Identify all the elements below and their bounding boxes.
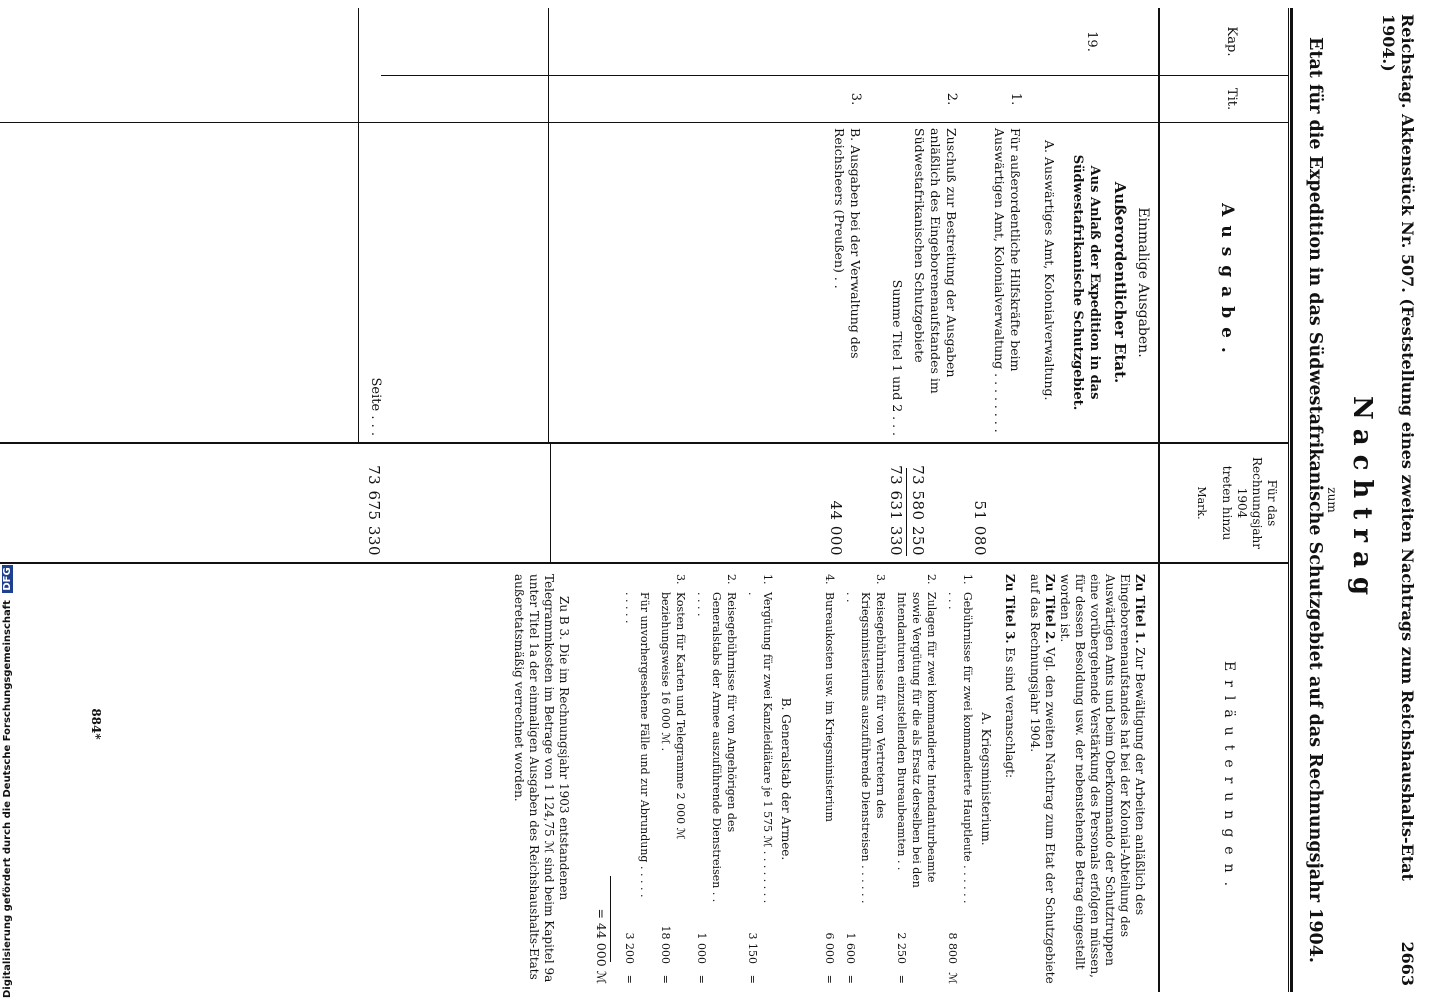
note-titel-1-text: Zur Bewältigung der Arbeiten anläßlich des Eingeborenenaufstandes hat bei der Kolonial-Abteilung des Auswärtigen Amts und beim Oberkommando der Schutztruppen eine vorübergehende Verstärkung des Personals erfolgen müssen, für dessen Besoldung usw. der nebenstehende Betrag eingestellt worden ist. xyxy=(1058,574,1147,978)
g-item-amount: 3 200 xyxy=(623,932,636,964)
note-titel-1 xyxy=(1057,574,1147,984)
sum-rule xyxy=(906,468,907,556)
k-item-text: Gebührnisse für zwei kommandierte Hauptleute . . . . . . . . . xyxy=(946,592,974,904)
summe-amount: 73 631 330 xyxy=(887,465,905,556)
col-divider-kap xyxy=(381,75,1288,76)
seite-text: Seite . . . xyxy=(368,377,383,436)
col-header-ausgabe: Ausgabe. xyxy=(1217,203,1237,362)
k-item-unit: = xyxy=(823,974,836,984)
k-item-amount: 2 250 xyxy=(895,932,908,964)
k-item-number: 1. xyxy=(961,574,974,585)
table-header-rule xyxy=(1158,8,1160,992)
note-titel-2-head: Zu Titel 2. xyxy=(1043,574,1057,644)
k-item xyxy=(822,574,837,984)
section-anlass: Aus Anlaß der Expedition in das Südwestafrikanische Schutzgebiet. xyxy=(1070,154,1102,411)
note-titel-3-intro: Es sind veranschlagt: xyxy=(1003,647,1017,779)
g-item-unit: = xyxy=(623,974,636,984)
kriegsministerium-head: A. Kriegsministerium. xyxy=(979,712,993,846)
document-subtitle: Etat für die Expedition in das Südwestafrikanische Schutzgebiet auf das Rechnungsjahr 1904. xyxy=(1305,37,1325,963)
tit-2-amount: 73 580 250 xyxy=(909,465,927,556)
section-a: A. Auswärtiges Amt, Kolonialverwaltung. xyxy=(1042,140,1057,401)
seite-rule-top xyxy=(550,444,551,562)
g-item-number xyxy=(622,574,652,592)
tit-3-amount: 44 000 xyxy=(827,500,845,556)
table-top-rule-thin xyxy=(1288,8,1289,992)
amount-header-line4: treten hinzu xyxy=(1220,465,1234,541)
g-item-amount: 18 000 xyxy=(659,925,672,964)
k-item-text: Zulagen für zwei kommandierte Intendanturbeamte sowie Vergütung für die als Ersatz derselben bei den Intendanturen einzustellenden Bureaubeamten . . xyxy=(895,592,938,888)
g-item-number: 1. xyxy=(761,574,774,585)
k-item xyxy=(894,574,939,984)
k-item-unit: = xyxy=(895,974,908,984)
tit-1-amount: 51 080 xyxy=(971,500,989,556)
col-divider-ausgabe xyxy=(0,442,1288,444)
note-titel-2 xyxy=(1027,574,1057,984)
g-item xyxy=(694,574,739,984)
amount-header-unit: Mark. xyxy=(1195,486,1208,520)
tit-2-text: Zuschuß zur Bestreitung der Ausgaben anläßlich des Eingeborenenaufstandes im Südwestafrikanischen Schutzgebiete xyxy=(912,128,959,394)
summe-text: Summe Titel 1 und 2 . . . xyxy=(890,279,905,436)
note-total-rule xyxy=(610,876,611,962)
k-item-text: Reisegebührnisse für von Vertretern des Kriegsministeriums auszuführende Dienstreisen . . . . . . . . xyxy=(844,592,887,904)
kap-19: 19. xyxy=(1084,31,1099,52)
g-item-text: Vergütung für zwei Kanzleidiätare je 1 575 ℳ . . . . . . . . . xyxy=(746,592,774,904)
amount-header-line2: Rechnungsjahr xyxy=(1250,457,1264,549)
header-page-number: 2663 xyxy=(1398,941,1417,986)
g-item-text: Für unvorhergesehene Fälle und zur Abrundung . . . . . . . . . . xyxy=(623,592,651,898)
g-item-number: 2. xyxy=(725,574,738,585)
k-item-number: 3. xyxy=(874,574,887,585)
running-header: Reichstag. Aktenstück Nr. 507. (Feststellung eines zweiten Nachtrags zum Reichshaushalts-Etat 1904.) xyxy=(1379,14,1417,881)
amount-header-line1: Für das xyxy=(1265,479,1279,527)
section-einmalige: Einmalige Ausgaben. xyxy=(1135,207,1151,358)
col-header-kap: Kap. xyxy=(1224,26,1239,57)
k-item-number: 4. xyxy=(823,574,836,585)
k-item xyxy=(843,574,888,984)
g-item-text: Reisegebührnisse für von Angehörigen des Generalstabs der Armee auszuführende Dienstreisen . . . . . . xyxy=(695,592,738,903)
k-item-unit: ℳ xyxy=(946,972,959,984)
dfg-logo: DFG xyxy=(2,567,13,591)
amount-header-line3: 1904 xyxy=(1235,487,1249,519)
footer-page-number: 884* xyxy=(89,708,103,740)
g-item-amount: 1 000 xyxy=(695,932,708,964)
tit-2-number: 2. xyxy=(944,92,959,106)
document-title: Nachtrag xyxy=(1347,395,1377,605)
col-header-tit: Tit. xyxy=(1224,87,1239,111)
section-ausserordentlicher: Außerordentlicher Etat. xyxy=(1111,181,1129,384)
g-item xyxy=(745,574,775,984)
generalstab-list xyxy=(616,574,775,984)
k-item-text: Bureaukosten usw. im Kriegsministerium xyxy=(823,592,836,822)
k-item-amount: 8 800 xyxy=(946,932,959,964)
dfg-credit-text: Digitalisierung gefördert durch die Deutsche Forschungsgemeinschaft xyxy=(2,600,13,998)
tit-3-number: 3. xyxy=(848,92,863,106)
dfg-credit xyxy=(0,567,20,1000)
seite-rule-bottom xyxy=(358,8,359,442)
col-header-amount xyxy=(1194,444,1279,562)
title-connector: zum xyxy=(1325,487,1339,513)
g-item-number: 3. xyxy=(674,574,687,585)
generalstab-head: B. Generalstab der Armee. xyxy=(779,697,793,861)
note-titel-3-head: Zu Titel 3. xyxy=(1003,574,1017,644)
g-item-unit: = xyxy=(695,974,708,984)
g-item-unit: = xyxy=(659,974,672,984)
note-zu-b3: Zu B 3. Die im Rechnungsjahr 1903 entstandenen Telegrammkosten im Betrage von 1 124,75 ℳ sind beim Kapitel 9a unter Titel 1a der einmaligen Ausgaben des Reichshaushalts-Etats außeretatsmäßig verrechnet worden. xyxy=(512,574,571,983)
section-b-text: B. Ausgaben bei der Verwaltung des Reichsheers (Preußen) . . xyxy=(832,128,863,359)
table-top-rule xyxy=(1290,8,1293,992)
tit-1-text: Für außerordentliche Hilfskräfte beim Auswärtigen Amt, Kolonialverwaltung . . . . . . . . xyxy=(992,128,1023,433)
seite-amount: 73 675 330 xyxy=(365,465,383,556)
g-item-unit: = xyxy=(746,974,759,984)
col-header-erlaeuterungen: Erläuterungen. xyxy=(1221,660,1237,896)
k-item-number: 2. xyxy=(925,574,938,585)
tit-1-number: 1. xyxy=(1008,92,1023,106)
seite-rule-left xyxy=(548,8,549,442)
kriegsministerium-list xyxy=(816,574,975,984)
note-titel-1-head: Zu Titel 1. xyxy=(1133,574,1147,644)
note-total: = 44 000 ℳ xyxy=(594,908,609,984)
k-item-amount: 1 600 xyxy=(844,932,857,964)
col-divider-amount xyxy=(0,562,1288,564)
g-item-amount: 3 150 xyxy=(746,932,759,964)
g-item xyxy=(622,574,652,984)
k-item xyxy=(945,574,975,984)
g-item-text: Kosten für Karten und Telegramme 2 000 ℳ beziehungsweise 16 000 ℳ . xyxy=(659,592,687,840)
note-titel-2-text: Vgl. den zweiten Nachtrag zum Etat der Schutzgebiete auf das Rechnungsjahr 1904. xyxy=(1028,574,1057,984)
k-item-unit: = xyxy=(844,974,857,984)
g-item xyxy=(658,574,688,984)
k-item-amount: 6 000 xyxy=(823,932,836,964)
note-titel-3 xyxy=(1002,574,1017,984)
